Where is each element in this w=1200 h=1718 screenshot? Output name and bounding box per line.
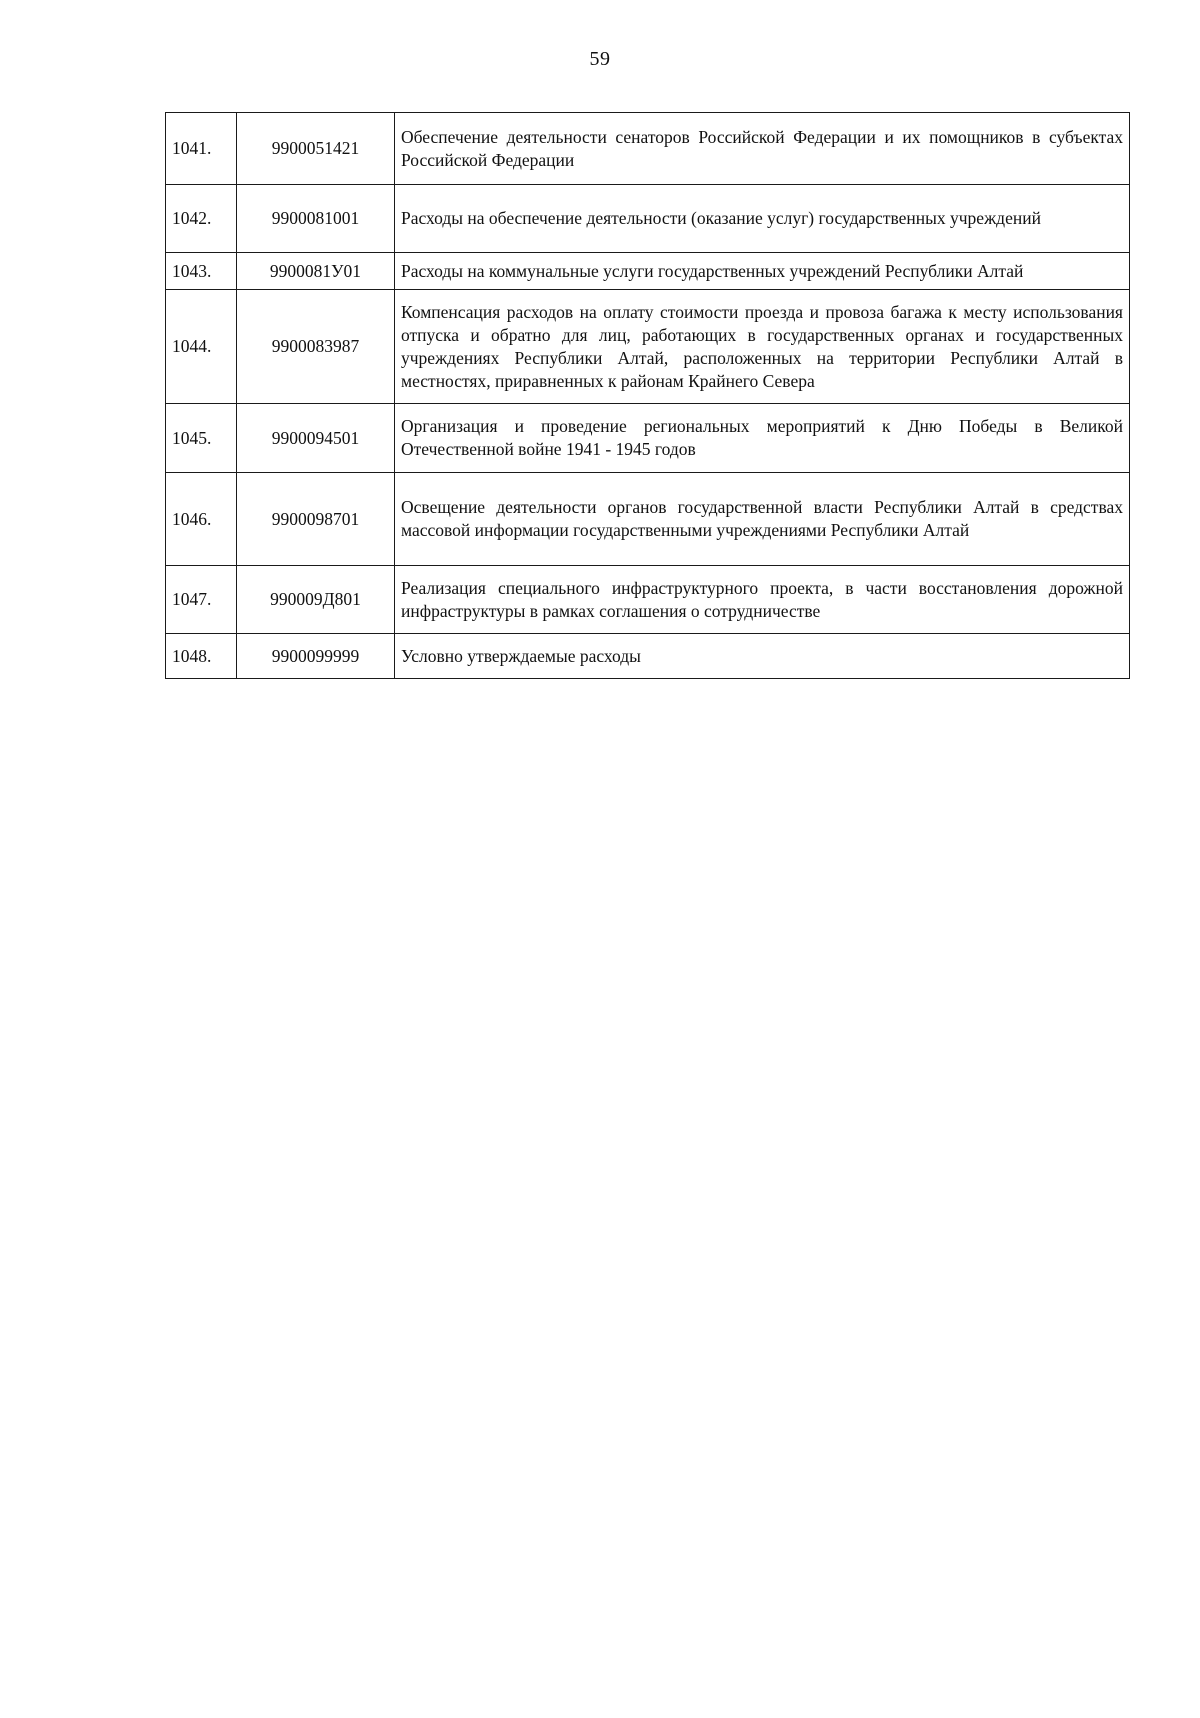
row-code: 9900051421 bbox=[237, 113, 395, 185]
row-description: Расходы на обеспечение деятельности (оказание услуг) государственных учреждений bbox=[395, 185, 1130, 253]
row-number: 1042. bbox=[166, 185, 237, 253]
table-row bbox=[166, 253, 1130, 290]
table-row bbox=[166, 473, 1130, 566]
row-number: 1046. bbox=[166, 473, 237, 566]
row-description: Организация и проведение региональных мероприятий к Дню Победы в Великой Отечественной войне 1941 - 1945 годов bbox=[395, 404, 1130, 473]
table-row bbox=[166, 290, 1130, 404]
row-description: Реализация специального инфраструктурного проекта, в части восстановления дорожной инфраструктуры в рамках соглашения о сотрудничестве bbox=[395, 566, 1130, 634]
row-code: 9900081У01 bbox=[237, 253, 395, 290]
row-description: Обеспечение деятельности сенаторов Российской Федерации и их помощников в субъектах Российской Федерации bbox=[395, 113, 1130, 185]
row-code: 990009Д801 bbox=[237, 566, 395, 634]
row-description: Компенсация расходов на оплату стоимости проезда и провоза багажа к месту использования отпуска и обратно для лиц, работающих в государственных органах и государственных учреждениях Республики Алтай, расположенных на территории Республики Алтай в местностях, приравненных к районам Крайнего Севера bbox=[395, 290, 1130, 404]
row-code: 9900099999 bbox=[237, 634, 395, 679]
table-row bbox=[166, 634, 1130, 679]
page-number: 59 bbox=[589, 48, 611, 70]
table-row bbox=[166, 113, 1130, 185]
row-code: 9900083987 bbox=[237, 290, 395, 404]
row-number: 1044. bbox=[166, 290, 237, 404]
row-description: Условно утверждаемые расходы bbox=[395, 634, 1130, 679]
row-number: 1041. bbox=[166, 113, 237, 185]
row-number: 1043. bbox=[166, 253, 237, 290]
table-row bbox=[166, 185, 1130, 253]
row-number: 1048. bbox=[166, 634, 237, 679]
table-row bbox=[166, 404, 1130, 473]
row-code: 9900081001 bbox=[237, 185, 395, 253]
row-description: Расходы на коммунальные услуги государственных учреждений Республики Алтай bbox=[395, 253, 1130, 290]
row-code: 9900098701 bbox=[237, 473, 395, 566]
row-number: 1047. bbox=[166, 566, 237, 634]
table-row bbox=[166, 566, 1130, 634]
row-description: Освещение деятельности органов государственной власти Республики Алтай в средствах массовой информации государственными учреждениями Республики Алтай bbox=[395, 473, 1130, 566]
row-code: 9900094501 bbox=[237, 404, 395, 473]
budget-codes-table bbox=[165, 112, 1130, 679]
row-number: 1045. bbox=[166, 404, 237, 473]
